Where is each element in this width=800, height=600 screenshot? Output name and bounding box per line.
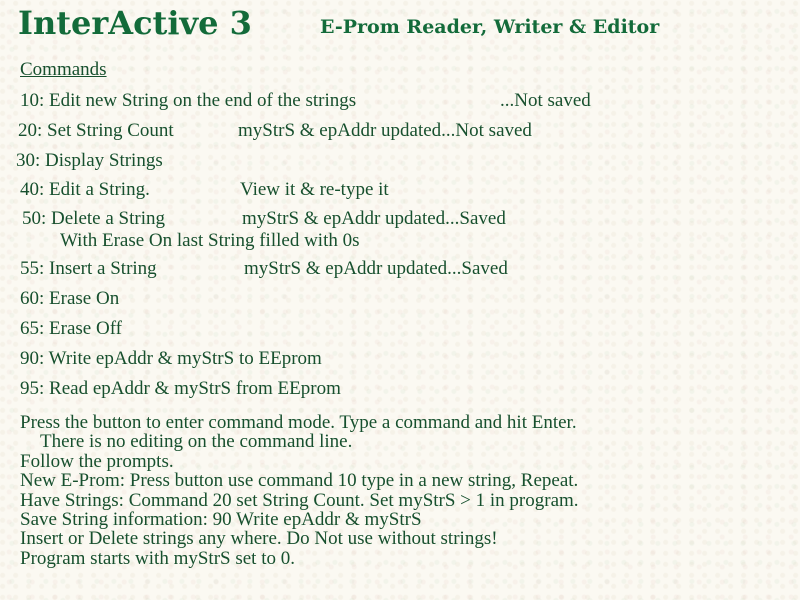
command-30: 30: Display Strings <box>16 150 163 171</box>
command-65: 65: Erase Off <box>20 318 123 339</box>
page-title: InterActive 3 <box>18 4 252 42</box>
command-95: 95: Read epAddr & myStrS from EEprom <box>20 378 341 399</box>
command-60: 60: Erase On <box>20 288 120 309</box>
command-50: 50: Delete a String <box>22 208 165 229</box>
command-55: 55: Insert a String <box>20 258 157 279</box>
command-90: 90: Write epAddr & myStrS to EEprom <box>20 348 322 369</box>
instruction-line: Follow the prompts. <box>20 450 174 472</box>
command-20-note: myStrS & epAddr updated...Not saved <box>238 120 532 141</box>
command-40-note: View it & re-type it <box>240 179 389 200</box>
instruction-line: Have Strings: Command 20 set String Count. Set myStrS > 1 in program. <box>20 489 579 511</box>
command-10-note: ...Not saved <box>500 90 591 111</box>
command-55-note: myStrS & epAddr updated...Saved <box>244 258 508 279</box>
instruction-line: Press the button to enter command mode. Type a command and hit Enter. <box>20 412 577 433</box>
instruction-line: Program starts with myStrS set to 0. <box>20 547 295 569</box>
instruction-line: New E-Prom: Press button use command 10 type in a new string, Repeat. <box>20 470 579 492</box>
instruction-line: Save String information: 90 Write epAddr & myStrS <box>20 509 422 531</box>
page-subtitle: E-Prom Reader, Writer & Editor <box>320 16 660 38</box>
commands-heading: Commands <box>20 59 107 80</box>
instructions-block <box>20 413 579 568</box>
command-40: 40: Edit a String. <box>20 179 150 200</box>
command-10: 10: Edit new String on the end of the strings <box>20 90 357 111</box>
command-20: 20: Set String Count <box>18 120 174 141</box>
command-50-note: myStrS & epAddr updated...Saved <box>242 208 506 229</box>
instruction-line: Insert or Delete strings any where. Do Not use without strings! <box>20 528 498 550</box>
instruction-line: There is no editing on the command line. <box>40 431 353 453</box>
command-50-extra: With Erase On last String filled with 0s <box>60 230 360 251</box>
